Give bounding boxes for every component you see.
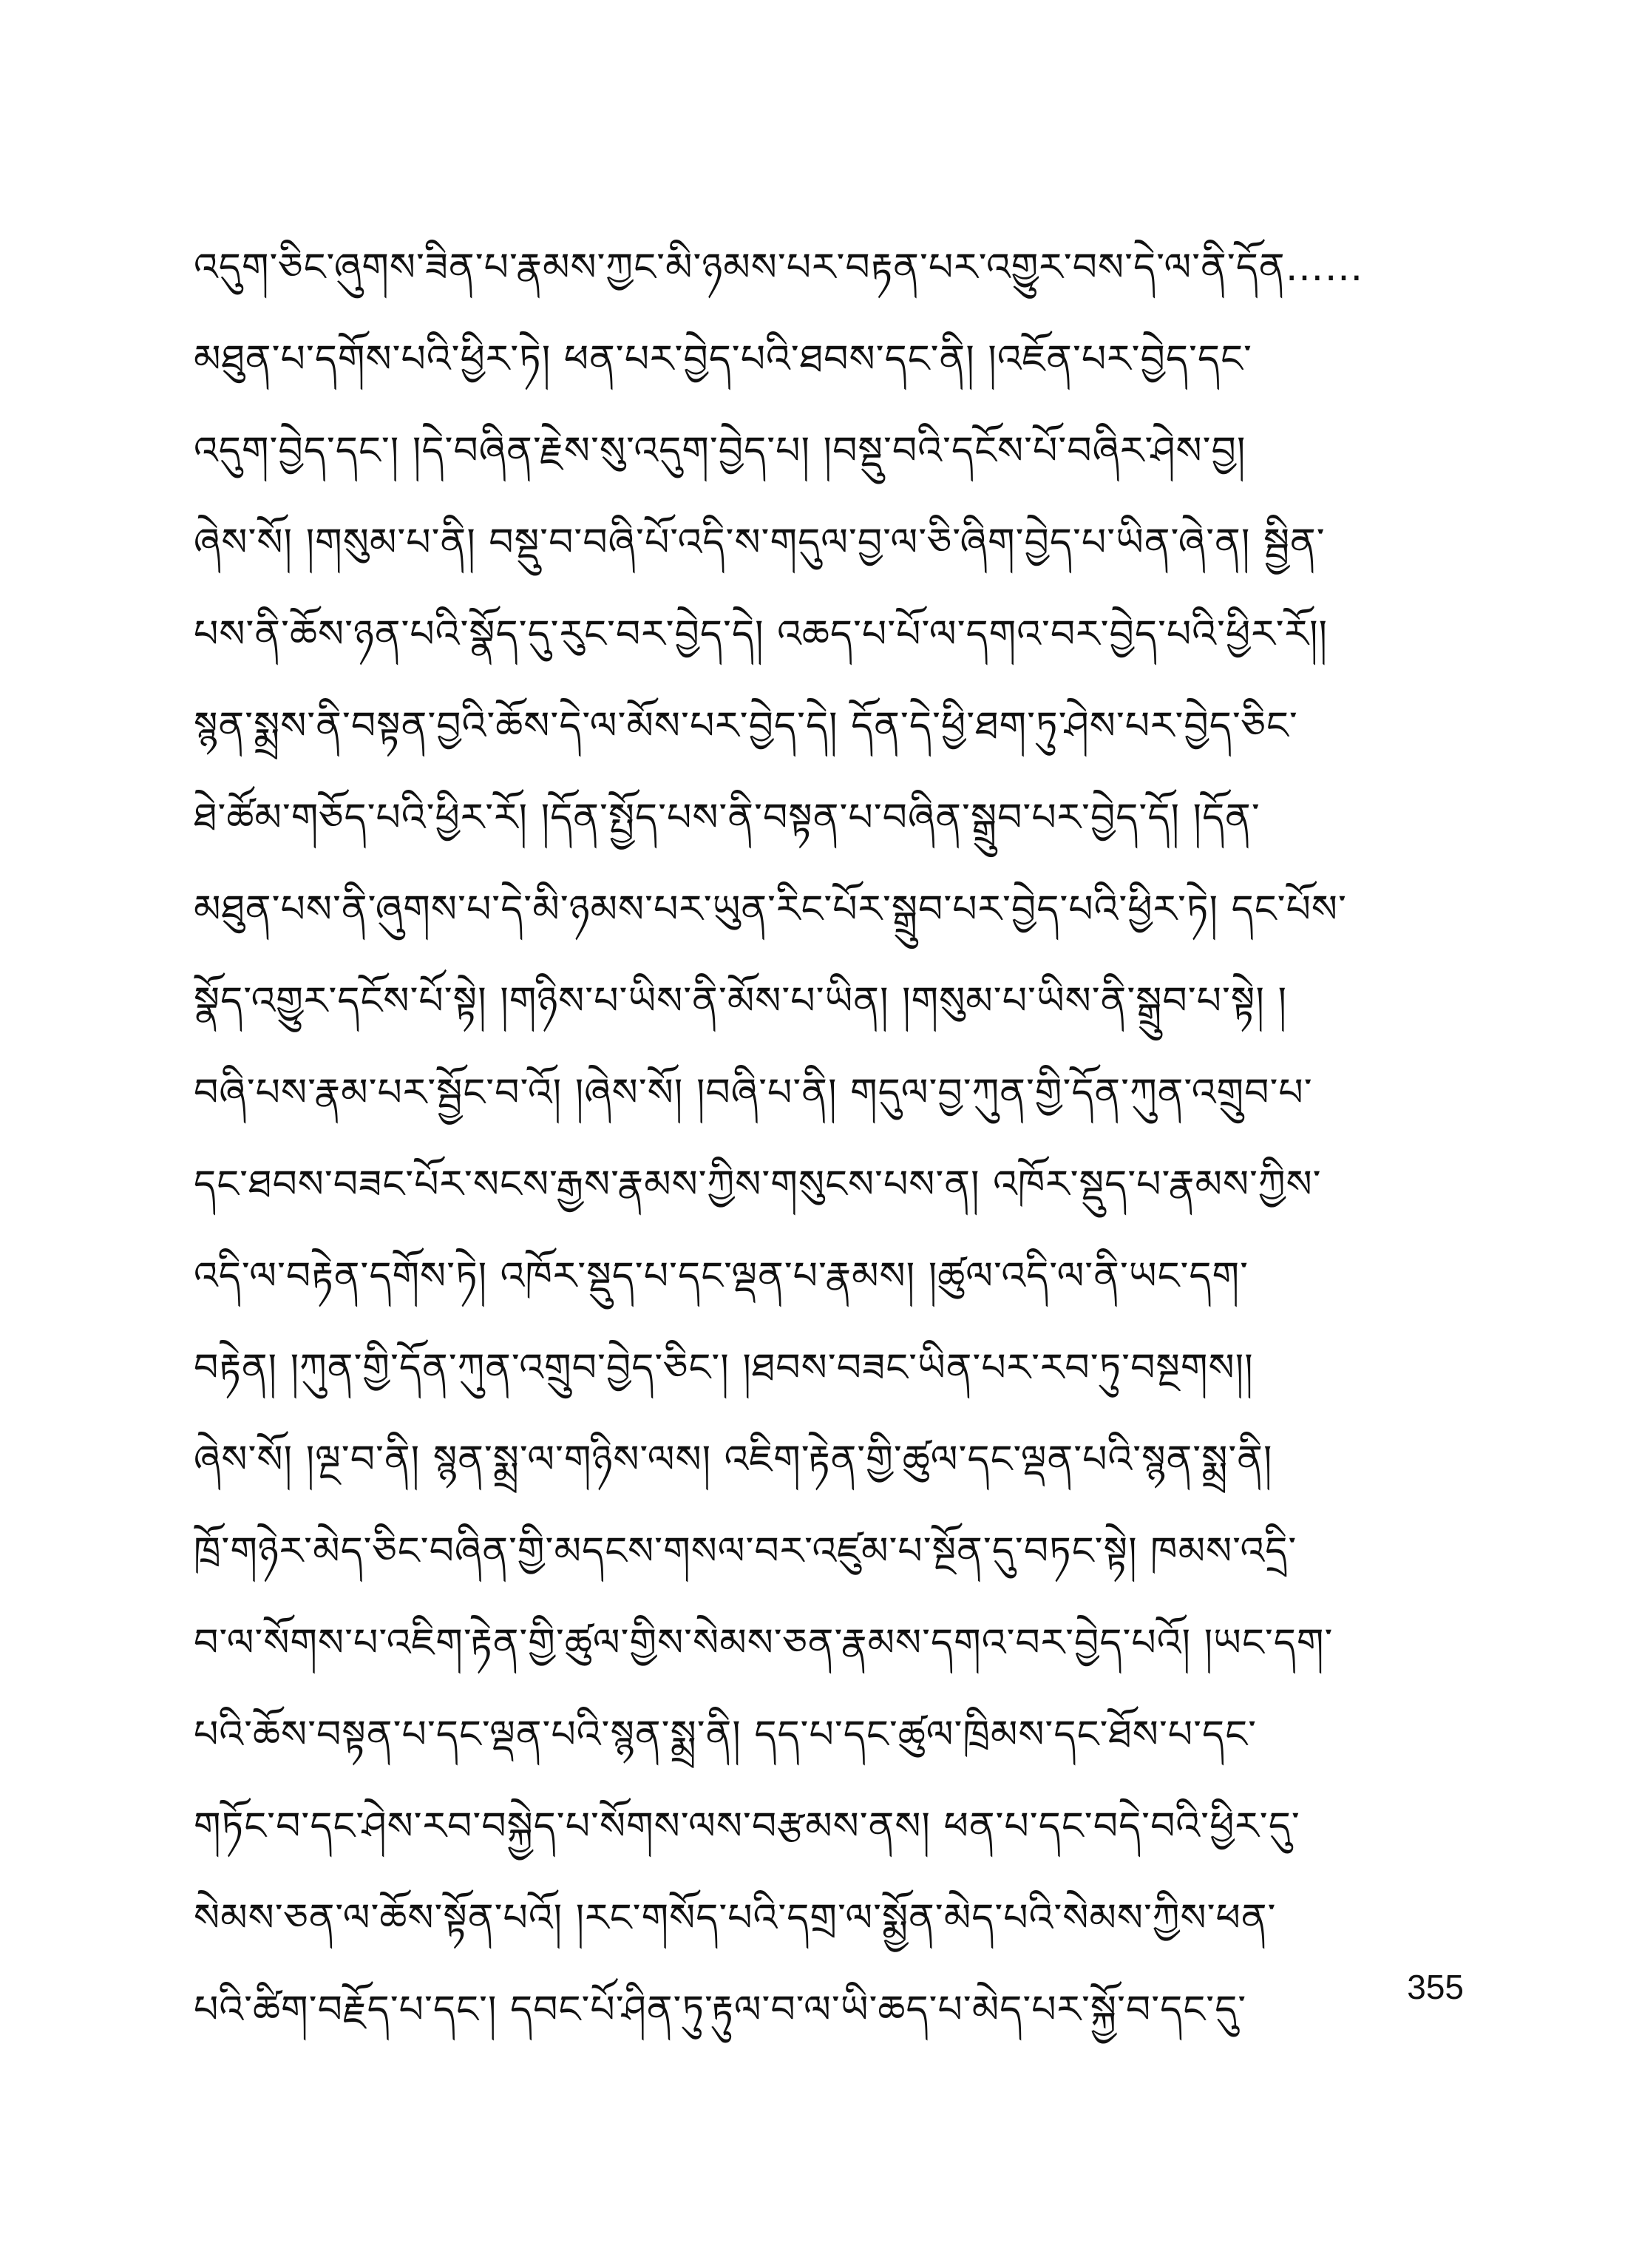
text-line: སྣོད་འགྱུར་དངོས་པོ་སྟེ། །གཉིས་པ་ཡིས་ནི་མོས་པ་ཡིན། །གསུམ་པ་ཡིས་ནི་སྒྲུབ་པ་སྟེ། །: [194, 979, 1287, 1023]
text-line: པའི་ཆོས་བསྟན་པ་དང་ལྡན་པའི་སྙན་སྨྲ་ནི། དད་པ་དང་ཚུལ་ཁྲིམས་དང་ཐོས་པ་དང་: [194, 1713, 1258, 1757]
text-line: སེམས་ཅན་ལ་ཆོས་སྟོན་པའོ། །རང་གསོད་པའི་དགྲ་ལ་སྨྱོན་མེད་པའི་སེམས་ཀྱིས་ཕན་: [194, 1896, 1277, 1940]
text-line: འདུག་བྱེད་དང་། །དེ་བཞིན་རྗེས་སུ་འདུག་བྱེད་པ། །བསྡུ་བའི་དངོས་པོ་བཞིར་ཤེས་བྱ།: [194, 429, 1246, 473]
tibetan-text-block: [194, 222, 1450, 2056]
text-line: ཞེས་སོ། །ལྔ་བ་ནི། སྙན་སྨྲ་ལ་གཉིས་ལས། འཇིག་རྟེན་གྱི་ཚུལ་དང་ལྡན་པའི་སྙན་སྨྲ་ནི།: [194, 1438, 1273, 1482]
text-line: ཁྲོ་གཉེར་མེད་ཅིང་བཞིན་གྱི་མདངས་གསལ་བར་འཛུམ་པ་སྔོན་དུ་བཏང་སྟེ། ཁམས་འདྲི་: [194, 1529, 1297, 1574]
page-number: 355: [1407, 1968, 1464, 2006]
text-line: འདི་ལ་བརྟེན་དགོས་ཏེ། འཁོར་སྡུད་པ་དང་ལྡན་པ་རྣམས། །ཚུལ་འདི་ལ་ནི་ཡང་དག་: [194, 1254, 1249, 1299]
text-line: བ་ལ་སོགས་པ་འཇིག་རྟེན་གྱི་ཚུལ་གྱིས་སེམས་ཅན་རྣམས་དགའ་བར་བྱེད་པའོ། །ཡང་དག་: [194, 1621, 1334, 1665]
text-line: པའི་ཚིག་བརྗོད་པ་དང་། དབང་པོ་ཤིན་ཏུ་རྟུལ་བ་ལ་ཡི་ཆད་པ་མེད་པར་སྐྱོ་བ་དང་དུ་: [194, 1988, 1247, 2032]
text-line: ཐེ་ཚོམ་གཅོད་པའི་ཕྱིར་རོ། །དོན་སྤྱོད་པས་ནི་བསྟན་པ་བཞིན་སྒྲུབ་པར་བྱེད་དོ། །དོན་: [194, 796, 1260, 840]
text-line: བརྟེན། །ཀུན་གྱི་དོན་ཀུན་འགྲུབ་བྱེད་ཅིང་། །ཐབས་བཟང་ཡིན་པར་རབ་ཏུ་བསྔགས།།: [194, 1346, 1254, 1390]
text-line: སྙན་སྨྲས་ནི་བསྟན་བྱའི་ཆོས་དེ་ལ་མོས་པར་བྱེད་དེ། དོན་དེ་ཕྱི་ཐག་ཏུ་ཤེས་པར་བྱེད་ཅིང་: [194, 704, 1298, 748]
text-line: པས་ནི་ཆོས་ཉན་པའི་སྣོད་དུ་རུང་བར་བྱེད་དེ། འཆད་པ་པོ་ལ་དགའ་བར་བྱེད་པའི་ཕྱིར་རོ།།: [194, 612, 1328, 657]
text-line: གཏོང་བ་དང་ཤེས་རབ་བསྐྱེད་པ་སོགས་ལས་བརྩམས་ནས། ཕན་པ་དང་བདེ་བའི་ཕྱིར་དུ་: [194, 1804, 1300, 1849]
text-line: མཐུན་པ་དགོས་པའི་ཕྱིར་ཏེ། ཕན་པར་བྱེད་པའི་ཐབས་དང་ནི། །འཇོན་པར་བྱེད་དང་: [194, 337, 1252, 382]
text-line: མཐུན་པས་ནི་ཞུགས་པ་དེ་མི་ཉམས་པར་ཡུན་རིང་པོར་སྒྲུབ་པར་བྱེད་པའི་ཕྱིར་ཏེ། དང་པོས་: [194, 887, 1347, 932]
text-line: འདུག་ཅིང་ཞུགས་ཟིན་པ་རྣམས་ཀྱང་མི་ཉམས་པར་བརྟན་པར་འགྱུར་བས་དེ་ལ་ནི་དོན……: [194, 246, 1364, 290]
text-line: བཞི་པས་རྣམ་པར་སྦྱོང་བ་འོ། །ཞེས་སོ། །བཞི་པ་ནི། གདུལ་བྱ་ཀུན་གྱི་དོན་ཀུན་འགྲུབ་པ་: [194, 1071, 1313, 1115]
text-line: དང་ཐབས་བཟང་པོར་སངས་རྒྱས་རྣམས་ཀྱིས་གསུངས་པས་ན། འཁོར་སྡུད་པ་རྣམས་ཀྱིས་: [194, 1162, 1322, 1207]
text-line: ཞེས་སོ། །གསུམ་པ་ནི། བསྡུ་བ་བཞི་པོ་འདི་ས་གདུལ་བྱ་ལ་ཅི་ཞིག་བྱེད་པ་ཡིན་ཞེ་ན། སྦྱིན་: [194, 521, 1326, 565]
